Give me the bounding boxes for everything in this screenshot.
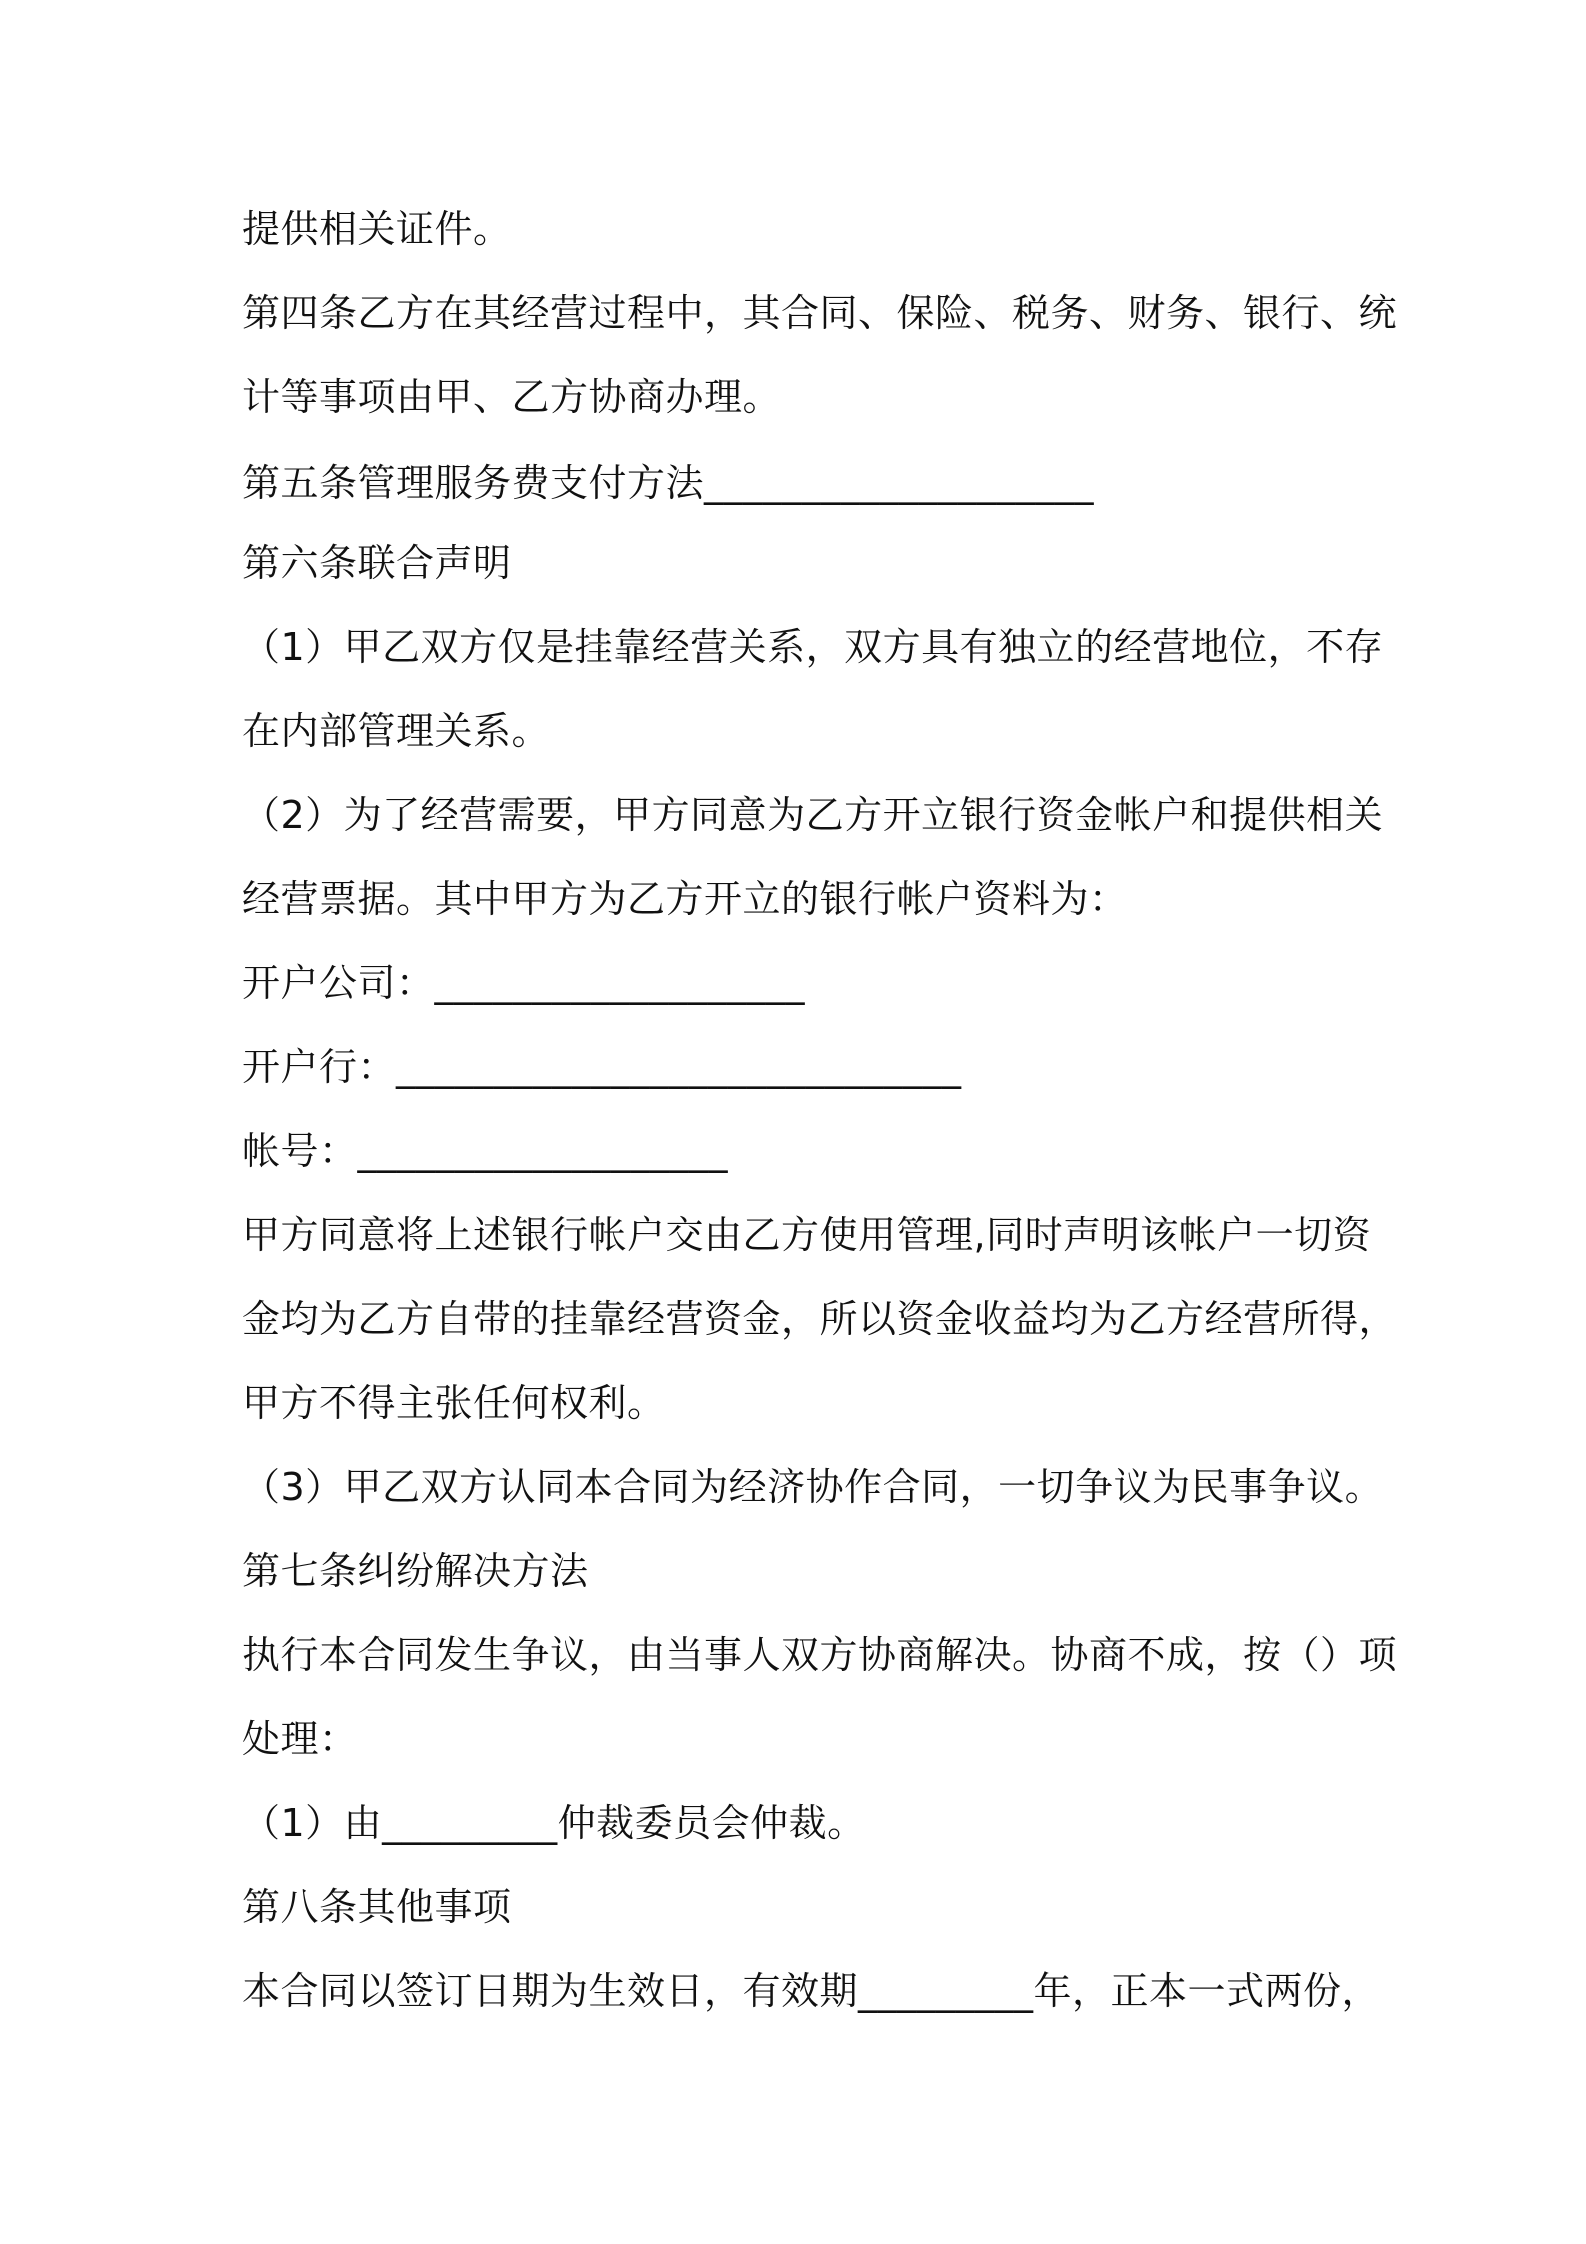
text-line: 开户公司：___________________ [242,961,806,1005]
text-line: 在内部管理关系。 [242,709,551,753]
text-line: 第四条乙方在其经营过程中，其合同、保险、税务、财务、银行、统 [242,291,1398,335]
text-line: 甲方不得主张任何权利。 [242,1381,666,1425]
text-line: 第六条联合声明 [242,541,512,585]
text-line: 第八条其他事项 [242,1885,512,1929]
text-line: （3）甲乙双方认同本合同为经济协作合同，一切争议为民事争议。 [242,1465,1384,1509]
text-line: 第七条纠纷解决方法 [242,1549,589,1593]
text-line: 经营票据。其中甲方为乙方开立的银行帐户资料为： [242,877,1128,921]
text-line: 计等事项由甲、乙方协商办理。 [242,375,782,419]
text-line: 提供相关证件。 [242,207,512,251]
text-line: 本合同以签订日期为生效日，有效期_________年，正本一式两份， [242,1969,1381,2013]
text-line: 开户行：_____________________________ [242,1045,962,1089]
text-line: （2）为了经营需要，甲方同意为乙方开立银行资金帐户和提供相关 [242,793,1384,837]
text-line: 帐号：___________________ [242,1129,729,1173]
text-line: 处理： [242,1717,358,1761]
text-line: （1）由_________仲裁委员会仲裁。 [242,1801,866,1845]
text-line: （1）甲乙双方仅是挂靠经营关系，双方具有独立的经营地位，不存 [242,625,1384,669]
text-line: 执行本合同发生争议，由当事人双方协商解决。协商不成，按（）项 [242,1633,1398,1677]
text-line: 第五条管理服务费支付方法____________________ [242,461,1095,505]
text-line: 金均为乙方自带的挂靠经营资金，所以资金收益均为乙方经营所得， [242,1297,1398,1341]
text-line: 甲方同意将上述银行帐户交由乙方使用管理,同时声明该帐户一切资 [242,1213,1372,1257]
